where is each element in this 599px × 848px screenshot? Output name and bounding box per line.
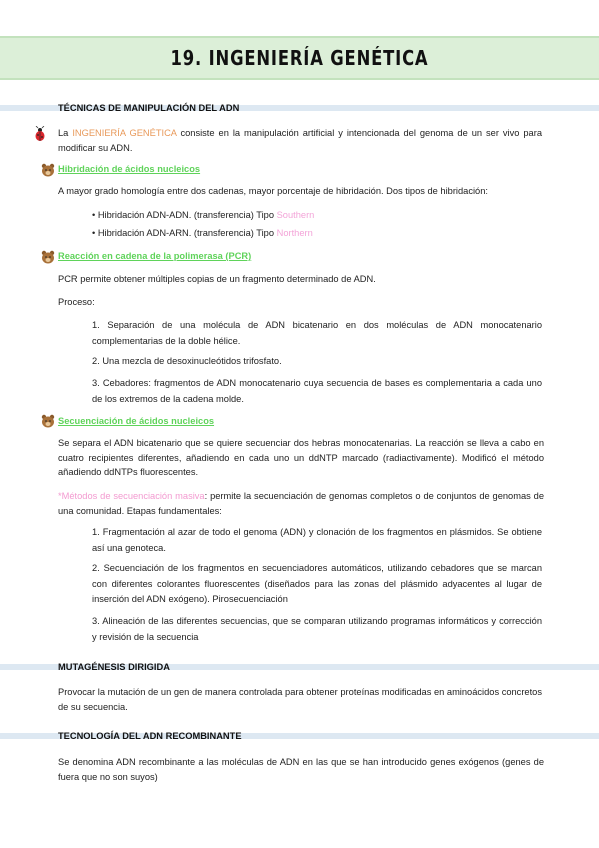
page-title: 19. INGENIERÍA GENÉTICA [170,46,429,70]
secuenciacion-masiva [58,489,544,518]
list-item [92,208,314,222]
section-title-recombinante: TECNOLOGÍA DEL ADN RECOMBINANTE [58,731,242,741]
pcr-proceso-label: Proceso: [58,297,95,307]
intro-post: consiste en la manipulación artificial y intencionada del genoma de un ser vivo para modificar su ADN. [58,128,542,153]
bullet-text: • Hibridación ADN-ADN. (transferencia) Tipo [92,210,277,220]
pcr-step: 2. Una mezcla de desoxinucleótidos trifosfato. [92,356,282,366]
section-title-tecnicas: TÉCNICAS DE MANIPULACIÓN DEL ADN [58,103,240,113]
masiva-text: : permite la secuenciación de genomas completos o de conjuntos de genomas de una comunidad. Etapas fundamentales: [58,491,544,516]
pcr-step: 1. Separación de una molécula de ADN bicatenario en dos moléculas de ADN monocatenario complementarias de la doble hélice. [92,320,542,346]
secuenciacion-text: Se separa el ADN bicatenario que se quiere secuenciar dos hebras monocatenarias. La reacción se lleva a cabo en cuatro recipientes diferentes, añadiendo en cada uno un ddNTP marcado (radiactivamente). Modificó el método añadiendo ddNTPs fluorescentes. [58,438,544,477]
hibridacion-text: A mayor grado homología entre dos cadenas, mayor porcentaje de hibridación. Dos tipos de hibridación: [58,186,488,196]
intro-pre: La [58,128,73,138]
masiva-highlight: *Métodos de secuenciación masiva [58,491,205,501]
secuenciacion-step: 1. Fragmentación al azar de todo el genoma (ADN) y clonación de los fragmentos en plásmidos. Se obtiene así una genoteca. [92,527,542,553]
ladybug-icon [33,126,47,142]
bear-icon [40,250,56,264]
bear-icon [40,163,56,177]
bear-icon [40,414,56,428]
intro-highlight: INGENIERÍA GENÉTICA [72,128,177,138]
bullet-text: • Hibridación ADN-ARN. (transferencia) Tipo [92,228,277,238]
secuenciacion-step: 2. Secuenciación de los fragmentos en secuenciadores automáticos, utilizando cebadores que se marcan con diferentes colorantes fluorescentes (diseñados para las zonas del plásmido adyacentes al lugar de inserción del ADN exógeno). Pirosecuenciación [92,563,542,604]
subheading-secuenciacion: Secuenciación de ácidos nucleicos [58,416,215,426]
section-title-mutagenesis: MUTAGÉNESIS DIRIGIDA [58,662,170,672]
recombinante-text: Se denomina ADN recombinante a las moléculas de ADN en las que se han introducido genes exógenos (genes de fuera que no son suyos) [58,757,544,782]
list-item [92,226,313,240]
subheading-hibridacion: Hibridación de ácidos nucleicos [58,164,201,174]
mutagenesis-text: Provocar la mutación de un gen de manera controlada para obtener proteínas modificadas en aminoácidos concretos de su secuencia. [58,687,542,712]
subheading-pcr: Reacción en cadena de la polimerasa (PCR) [58,251,252,261]
intro-paragraph [58,126,542,155]
secuenciacion-step: 3. Alineación de las diferentes secuencias, que se comparan utilizando programas informáticos y corrección y revisión de la secuencia [92,616,542,642]
pcr-step: 3. Cebadores: fragmentos de ADN monocatenario cuya secuencia de bases es complementaria a cada uno de los extremos de la cadena molde. [92,378,542,404]
pcr-text: PCR permite obtener múltiples copias de un fragmento determinado de ADN. [58,274,376,284]
title-banner [0,36,599,80]
bullet-tag: Southern [276,210,315,220]
bullet-tag: Northern [276,228,313,238]
